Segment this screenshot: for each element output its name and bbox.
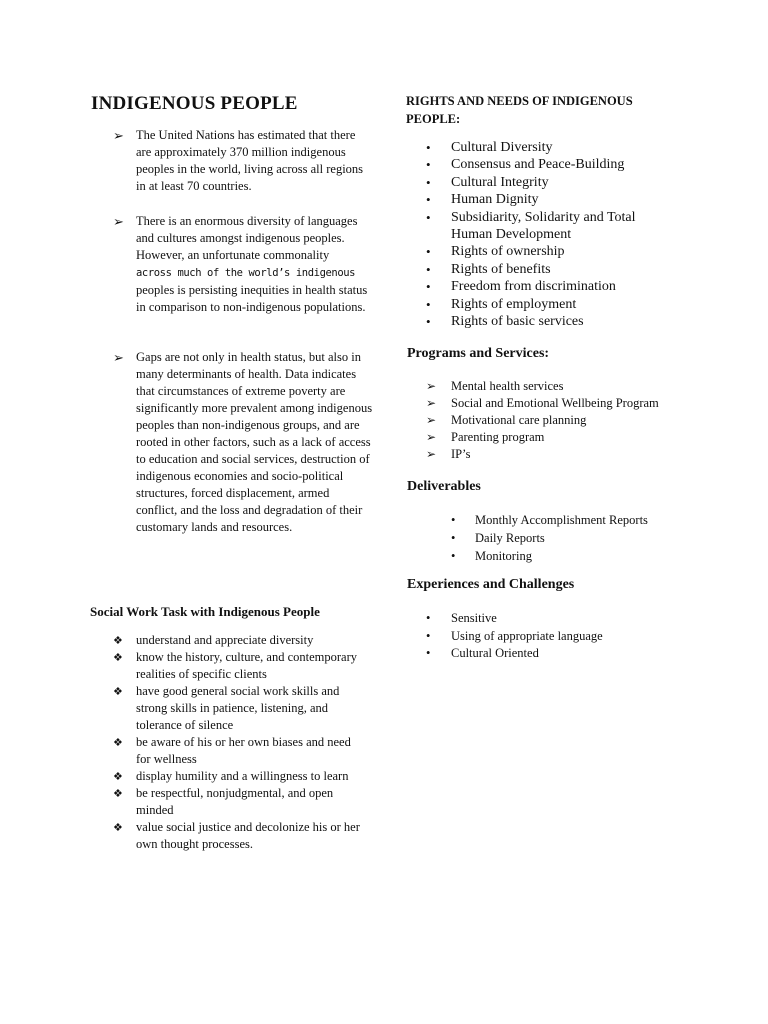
list-item	[426, 296, 676, 313]
list-item	[113, 785, 368, 819]
list-item-text: Rights of employment	[451, 296, 577, 312]
list-item-text: Rights of benefits	[451, 261, 551, 277]
dot-bullet-icon: •	[451, 513, 456, 527]
dot-bullet-icon: •	[451, 531, 456, 545]
list-item-text: Rights of basic services	[451, 314, 584, 330]
deliverables-list	[451, 511, 691, 565]
experiences-list	[426, 610, 676, 663]
intro-paragraph-1	[113, 127, 373, 195]
list-item	[113, 734, 368, 768]
list-item	[451, 529, 691, 547]
list-item	[426, 610, 676, 628]
list-item	[113, 683, 368, 734]
list-item-text: Consensus and Peace-Building	[451, 157, 625, 173]
paragraph-item	[113, 213, 373, 316]
list-item-text: understand and appreciate diversity	[136, 633, 314, 647]
dot-bullet-icon: •	[451, 549, 456, 563]
list-item	[426, 412, 686, 429]
list-item	[426, 243, 676, 260]
list-item	[426, 139, 676, 156]
paragraph-text: Gaps are not only in health status, but also in many determinants of health. Data indicates that circumstances of extreme poverty are significantly more prevalent among indigenous peoples than non-indigenous groups, and are rooted in other factors, such as a lack of access to education and social services, destruction of indigenous economies and socio-political structures, forced displacement, armed conflict, and the loss and degradation of their customary lands and resources.	[136, 350, 373, 534]
intro-paragraph-3	[113, 349, 373, 536]
list-item	[426, 156, 676, 173]
dot-bullet-icon: •	[426, 244, 431, 260]
dot-bullet-icon: •	[426, 296, 431, 312]
list-item-text: Parenting program	[451, 430, 545, 444]
dot-bullet-icon: •	[426, 279, 431, 295]
list-item	[426, 378, 686, 395]
programs-list	[426, 378, 686, 463]
paragraph-item	[113, 349, 373, 536]
list-item	[426, 628, 676, 646]
arrowhead-bullet-icon: ➢	[426, 430, 437, 444]
list-item	[113, 649, 368, 683]
paragraph-text: peoples is persisting inequities in health status in comparison to non-indigenous populations.	[136, 283, 368, 314]
list-item	[426, 313, 676, 330]
paragraph-item	[113, 127, 373, 195]
arrowhead-bullet-icon: ➢	[426, 379, 437, 393]
list-item-text: Monitoring	[475, 549, 532, 563]
list-item	[426, 261, 676, 278]
list-item-text: Cultural Integrity	[451, 174, 549, 190]
dot-bullet-icon: •	[426, 174, 431, 190]
list-item-text: Social and Emotional Wellbeing Program	[451, 396, 659, 410]
list-item-text: Motivational care planning	[451, 413, 587, 427]
list-item-text: Daily Reports	[475, 531, 545, 545]
diamond-bullet-icon: ❖	[113, 635, 123, 647]
diamond-bullet-icon: ❖	[113, 652, 123, 664]
experiences-heading: Experiences and Challenges	[407, 577, 575, 592]
dot-bullet-icon: •	[426, 611, 431, 625]
list-item-text: have good general social work skills and strong skills in patience, listening, and tolerance of silence	[136, 684, 340, 732]
list-item	[113, 768, 368, 785]
paragraph-text: The United Nations has estimated that there are approximately 370 million indigenous peoples in the world, living across all regions in at least 70 countries.	[136, 128, 364, 193]
dot-bullet-icon: •	[426, 192, 431, 208]
list-item-text: know the history, culture, and contemporary realities of specific clients	[136, 650, 358, 681]
paragraph-text-mono: across much of the world’s indigenous	[136, 267, 356, 279]
social-work-list	[113, 632, 368, 853]
paragraph-text: There is an enormous diversity of languages and cultures amongst indigenous peoples. However, an unfortunate commonality	[136, 214, 358, 262]
diamond-bullet-icon: ❖	[113, 822, 123, 834]
list-item	[426, 278, 676, 295]
diamond-bullet-icon: ❖	[113, 788, 123, 800]
dot-bullet-icon: •	[426, 628, 431, 643]
dot-bullet-icon: •	[426, 261, 431, 277]
list-item-text: value social justice and decolonize his or her own thought processes.	[136, 820, 360, 851]
list-item	[451, 547, 691, 565]
list-item-text: Mental health services	[451, 379, 564, 393]
programs-heading: Programs and Services:	[407, 346, 550, 361]
page-title: INDIGENOUS PEOPLE	[91, 93, 298, 114]
list-item	[426, 209, 676, 244]
list-item	[113, 819, 368, 853]
list-item-text: Subsidiarity, Solidarity and Total Human Development	[451, 209, 636, 243]
dot-bullet-icon: •	[426, 140, 431, 155]
deliverables-heading: Deliverables	[407, 479, 481, 494]
arrowhead-bullet-icon: ➢	[113, 128, 124, 143]
list-item	[426, 174, 676, 191]
list-item-text: Cultural Oriented	[451, 646, 539, 660]
dot-bullet-icon: •	[426, 209, 431, 225]
list-item-text: Using of appropriate language	[451, 628, 603, 643]
diamond-bullet-icon: ❖	[113, 737, 123, 749]
list-item	[426, 429, 686, 446]
list-item-text: be respectful, nonjudgmental, and open minded	[136, 786, 334, 817]
list-item-text: Freedom from discrimination	[451, 279, 616, 295]
intro-paragraph-2	[113, 213, 373, 316]
arrowhead-bullet-icon: ➢	[426, 396, 437, 410]
list-item-text: display humility and a willingness to learn	[136, 769, 349, 783]
dot-bullet-icon: •	[426, 157, 431, 173]
list-item-text: Human Dignity	[451, 192, 539, 208]
list-item-text: Rights of ownership	[451, 244, 565, 260]
rights-list	[426, 139, 676, 330]
list-item-text: Monthly Accomplishment Reports	[475, 513, 648, 527]
arrowhead-bullet-icon: ➢	[113, 214, 124, 229]
list-item	[426, 645, 676, 663]
list-item-text: Cultural Diversity	[451, 140, 553, 155]
dot-bullet-icon: •	[426, 314, 431, 330]
list-item	[426, 191, 676, 208]
list-item-text: Sensitive	[451, 611, 497, 625]
rights-heading: RIGHTS AND NEEDS OF INDIGENOUS PEOPLE:	[406, 94, 633, 126]
arrowhead-bullet-icon: ➢	[113, 350, 124, 365]
arrowhead-bullet-icon: ➢	[426, 413, 437, 427]
list-item	[451, 511, 691, 529]
list-item	[426, 446, 686, 463]
social-work-heading: Social Work Task with Indigenous People	[90, 604, 320, 619]
diamond-bullet-icon: ❖	[113, 771, 123, 783]
diamond-bullet-icon: ❖	[113, 686, 123, 698]
arrowhead-bullet-icon: ➢	[426, 447, 437, 461]
list-item-text: be aware of his or her own biases and need for wellness	[136, 735, 351, 766]
dot-bullet-icon: •	[426, 646, 431, 660]
list-item	[426, 395, 686, 412]
list-item-text: IP’s	[451, 447, 471, 461]
list-item	[113, 632, 368, 649]
